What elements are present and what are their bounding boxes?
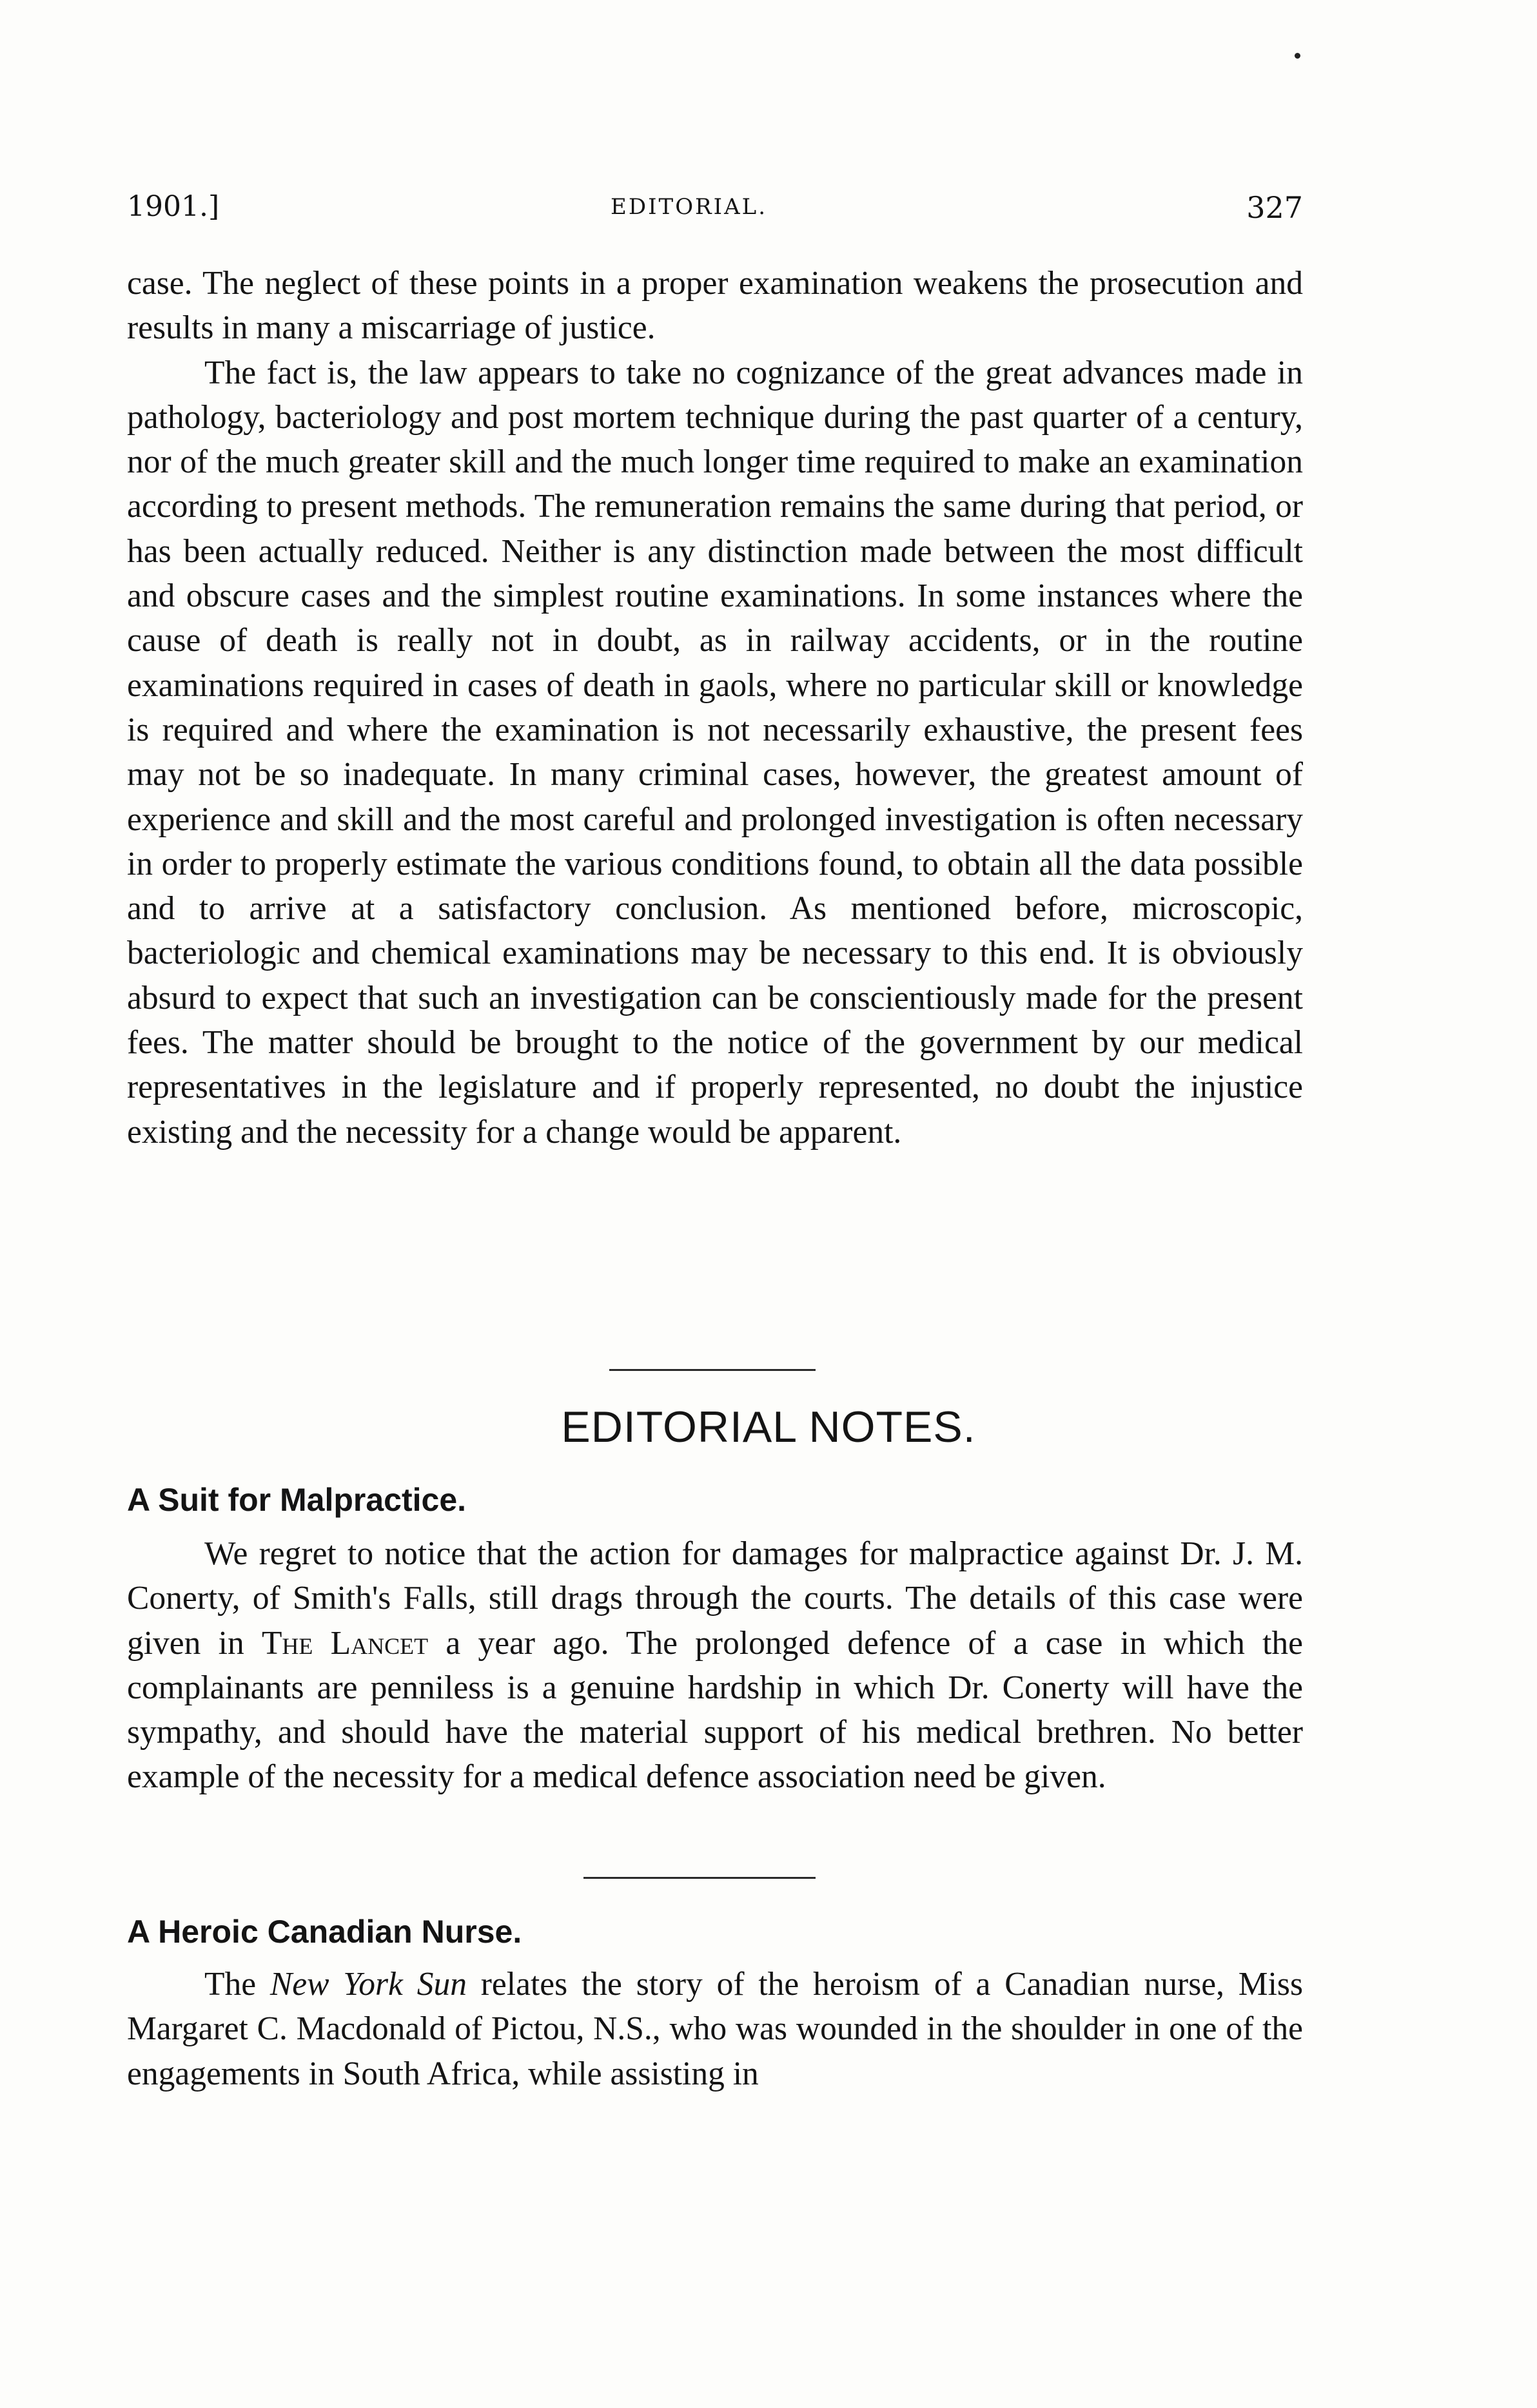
note-heading-nurse: A Heroic Canadian Nurse.	[127, 1914, 522, 1950]
editorial-paragraph-1: case. The neglect of these points in a proper examination weakens the prosecution and results in many a miscarriage of justice.	[127, 265, 1303, 347]
note-nurse-text-b: relates the story of the heroism of a Canadian nurse, Miss Margaret C. Macdonald of Pictou, N.S., who was wounded in the shoulder in one of the engagements in South Africa, while assisting in	[127, 1966, 1303, 2092]
note-malpractice-text-a: We regret to notice that the action for damages for malpractice against Dr. J. M. Conerty, of Smith's Falls, still drags through the courts. The details of this case were given in	[127, 1535, 1303, 1662]
page-number: 327	[1246, 190, 1303, 225]
header-running-title: EDITORIAL.	[611, 194, 768, 220]
editorial-body	[127, 261, 1303, 1154]
printer-mark	[1295, 53, 1300, 59]
editorial-paragraph-2: The fact is, the law appears to take no cognizance of the great advances made in pathology, bacteriology and post mortem technique during the past quarter of a century, nor of the much greater skill and the much longer time required to make an examination according to present methods. The remuneration remains the same during that period, or has been actually reduced. Neither is any distinction made between the most difficult and obscure cases and the simplest routine examinations. In some instances where the cause of death is really not in doubt, as in railway accidents, or in the routine examinations required in cases of death in gaols, where no particular skill or knowledge is required and where the examination is not necessarily exhaustive, the present fees may not be so inadequate. In many criminal cases, however, the greatest amount of experience and skill and the most careful and prolonged investigation is often necessary in order to properly estimate the various conditions found, to obtain all the data possible and to arrive at a satisfactory conclusion. As mentioned before, microscopic, bacteriologic and chemical examinations may be necessary to this end. It is obviously absurd to expect that such an investigation can be conscientiously made for the present fees. The matter should be brought to the notice of the government by our medical representatives in the legislature and if properly represented, no doubt the injustice existing and the necessity for a change would be apparent.	[127, 354, 1303, 1151]
note-malpractice-text-b: a year ago. The prolonged defence of a case in which the complainants are penniless is a genuine hardship in which Dr. Conerty will have the sympathy, and should have the material support of his medical brethren. No better example of the necessity for a medical defence association need be given.	[127, 1624, 1303, 1796]
header-year: 1901.]	[127, 190, 220, 223]
section-title: EDITORIAL NOTES.	[561, 1403, 976, 1452]
note-heading-malpractice: A Suit for Malpractice.	[127, 1482, 467, 1518]
note-nurse	[127, 1962, 1303, 2096]
note-malpractice-text	[127, 1531, 1303, 1800]
newspaper-name: New York Sun	[269, 1966, 467, 2003]
note-divider	[583, 1877, 816, 1879]
section-divider	[609, 1369, 816, 1371]
journal-name: The Lancet	[261, 1624, 429, 1662]
note-malpractice	[127, 1531, 1303, 1800]
note-nurse-text	[127, 1962, 1303, 2096]
running-header	[127, 190, 1303, 235]
note-nurse-text-a: The	[204, 1966, 270, 2003]
